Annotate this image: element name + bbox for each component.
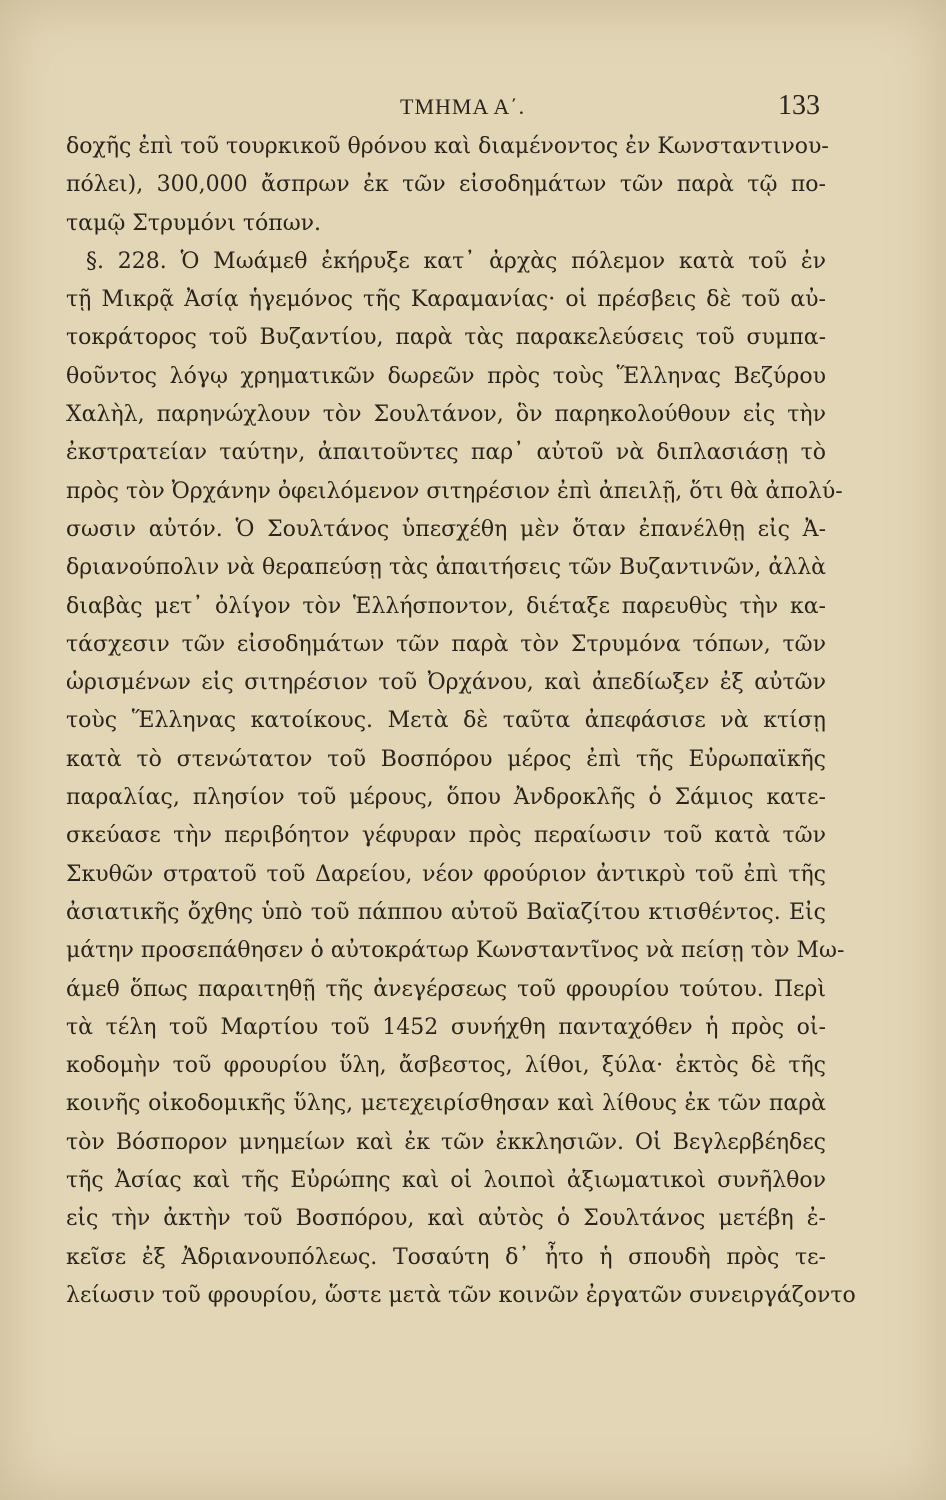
- text-line: τὰ τέλη τοῦ Μαρτίου τοῦ 1452 συνήχθη πανταχόθεν ἡ πρὸς οἰ-: [66, 1014, 826, 1040]
- page-header: [0, 90, 946, 126]
- text-line: τῆς Ἀσίας καὶ τῆς Εὐρώπης καὶ οἱ λοιποὶ ἀξιωματικοὶ συνῆλθον: [66, 1168, 826, 1194]
- text-line: Σκυθῶν στρατοῦ τοῦ Δαρείου, νέον φρούριον ἀντικρὺ τοῦ ἐπὶ τῆς: [66, 861, 826, 887]
- text-line: δοχῆς ἐπὶ τοῦ τουρκικοῦ θρόνου καὶ διαμένοντος ἐν Κωνσταντινου-: [66, 134, 829, 159]
- text-line: τῇ Μικρᾷ Ἀσίᾳ ἡγεμόνος τῆς Καραμανίας· οἱ πρέσβεις δὲ τοῦ αὐ-: [66, 287, 826, 313]
- text-line: ταμῷ Στρυμόνι τόπων.: [66, 210, 322, 236]
- text-line: διαβὰς μετ᾽ ὀλίγον τὸν Ἑλλήσποντον, διέταξε παρευθὺς τὴν κα-: [66, 593, 826, 619]
- page-number: 133: [778, 90, 820, 121]
- text-line: Χαλὴλ, παρηνώχλουν τὸν Σουλτάνον, ὃν παρηκολούθουν εἰς τὴν: [66, 402, 826, 428]
- text-line: τοκράτορος τοῦ Βυζαντίου, παρὰ τὰς παρακελεύσεις τοῦ συμπα-: [66, 325, 826, 351]
- text-line: ἐκστρατείαν ταύτην, ἀπαιτοῦντες παρ᾽ αὐτοῦ νὰ διπλασιάσῃ τὸ: [66, 440, 826, 466]
- text-line: κεῖσε ἐξ Ἀδριανουπόλεως. Τοσαύτη δ᾽ ἦτο ἡ σπουδὴ πρὸς τε-: [66, 1244, 826, 1270]
- text-line: ἀσιατικῆς ὄχθης ὑπὸ τοῦ πάππου αὐτοῦ Βαϊαζίτου κτισθέντος. Εἰς: [66, 899, 826, 925]
- text-line: πόλει), 300,000 ἄσπρων ἐκ τῶν εἰσοδημάτων τῶν παρὰ τῷ πο-: [66, 172, 826, 198]
- text-line: άμεθ ὅπως παραιτηθῇ τῆς ἀνεγέρσεως τοῦ φρουρίου τούτου. Περὶ: [66, 976, 826, 1002]
- text-line: κοδομὴν τοῦ φρουρίου ὕλη, ἄσβεστος, λίθοι, ξύλα· ἐκτὸς δὲ τῆς: [66, 1053, 826, 1079]
- running-head: ΤΜΗΜΑ Α΄.: [400, 94, 526, 119]
- text-line: σωσιν αὐτόν. Ὁ Σουλτάνος ὑπεσχέθη μὲν ὅταν ἐπανέλθῃ εἰς Ἀ-: [66, 516, 826, 542]
- text-line: δριανούπολιν νὰ θεραπεύσῃ τὰς ἀπαιτήσεις τῶν Βυζαντινῶν, ἀλλὰ: [66, 555, 826, 581]
- text-line: πρὸς τὸν Ὀρχάνην ὀφειλόμενον σιτηρέσιον ἐπὶ ἀπειλῇ, ὅτι θὰ ἀπολύ-: [66, 478, 843, 504]
- text-line: τάσχεσιν τῶν εἰσοδημάτων τῶν παρὰ τὸν Στρυμόνα τόπων, τῶν: [66, 631, 826, 657]
- text-line: παραλίας, πλησίον τοῦ μέρους, ὅπου Ἀνδροκλῆς ὁ Σάμιος κατε-: [66, 785, 826, 811]
- text-line: κοινῆς οἰκοδομικῆς ὕλης, μετεχειρίσθησαν καὶ λίθους ἐκ τῶν παρὰ: [66, 1091, 826, 1117]
- text-line: τοὺς Ἕλληνας κατοίκους. Μετὰ δὲ ταῦτα ἀπεφάσισε νὰ κτίσῃ: [66, 708, 826, 734]
- text-line: κατὰ τὸ στενώτατον τοῦ Βοσπόρου μέρος ἐπὶ τῆς Εὐρωπαϊκῆς: [66, 746, 826, 772]
- text-line: τὸν Βόσπορον μνημείων καὶ ἐκ τῶν ἐκκλησιῶν. Οἱ Βεγλερβέηδες: [66, 1129, 826, 1155]
- text-body: [66, 128, 856, 1315]
- text-line: μάτην προσεπάθησεν ὁ αὐτοκράτωρ Κωνσταντῖνος νὰ πείσῃ τὸν Μω-: [66, 938, 845, 964]
- text-line: εἰς τὴν ἀκτὴν τοῦ Βοσπόρου, καὶ αὐτὸς ὁ Σουλτάνος μετέβη ἐ-: [66, 1206, 826, 1232]
- section-start-line: §. 228. Ὁ Μωάμεθ ἐκήρυξε κατ᾽ ἀρχὰς πόλεμον κατὰ τοῦ ἐν: [86, 248, 826, 274]
- text-line: σκεύασε τὴν περιβόητον γέφυραν πρὸς περαίωσιν τοῦ κατὰ τῶν: [66, 823, 826, 849]
- text-line: θοῦντος λόγῳ χρηματικῶν δωρεῶν πρὸς τοὺς Ἕλληνας Βεζύρου: [66, 363, 826, 389]
- text-line: λείωσιν τοῦ φρουρίου, ὥστε μετὰ τῶν κοινῶν ἐργατῶν συνειργάζοντο: [66, 1282, 856, 1308]
- text-line: ὡρισμένων εἰς σιτηρέσιον τοῦ Ὀρχάνου, καὶ ἀπεδίωξεν ἐξ αὐτῶν: [66, 670, 826, 696]
